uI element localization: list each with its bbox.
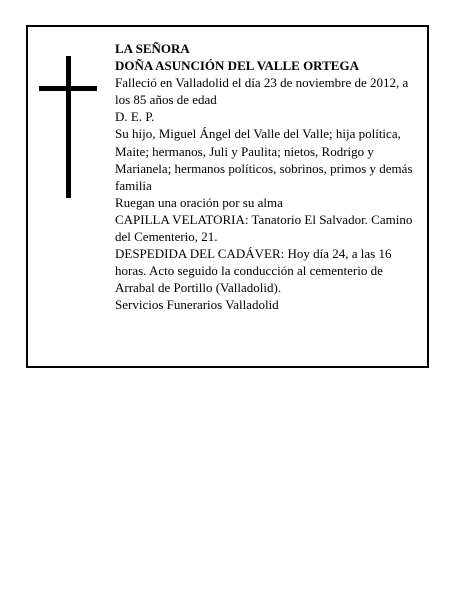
rip-text: D. E. P. [115, 109, 155, 125]
cross-horizontal-bar [39, 86, 97, 91]
notice-text-block [115, 40, 420, 314]
cross-vertical-bar [66, 56, 71, 198]
obituary-notice [26, 25, 429, 368]
family-list: Su hijo, Miguel Ángel del Valle del Valle; hija política, Maite; hermanos, Juli y Paulita; nietos, Rodrigo y Marianela; hermanos políticos, sobrinos, primos y demás familia [115, 126, 413, 193]
chapel-info: CAPILLA VELATORIA: Tanatorio El Salvador. Camino del Cementerio, 21. [115, 211, 413, 245]
funeral-services: Servicios Funerarios Valladolid [115, 297, 279, 313]
prayer-request: Ruegan una oración por su alma [115, 194, 283, 210]
farewell-info: DESPEDIDA DEL CADÁVER: Hoy día 24, a las 16 horas. Acto seguido la conducción al cementerio de Arrabal de Portillo (Valladolid). [115, 246, 392, 296]
deceased-name: DOÑA ASUNCIÓN DEL VALLE ORTEGA [115, 58, 359, 74]
cross-icon [39, 56, 97, 198]
heading-title: LA SEÑORA [115, 41, 190, 56]
death-info: Falleció en Valladolid el día 23 de noviembre de 2012, a los 85 años de edad [115, 75, 409, 108]
